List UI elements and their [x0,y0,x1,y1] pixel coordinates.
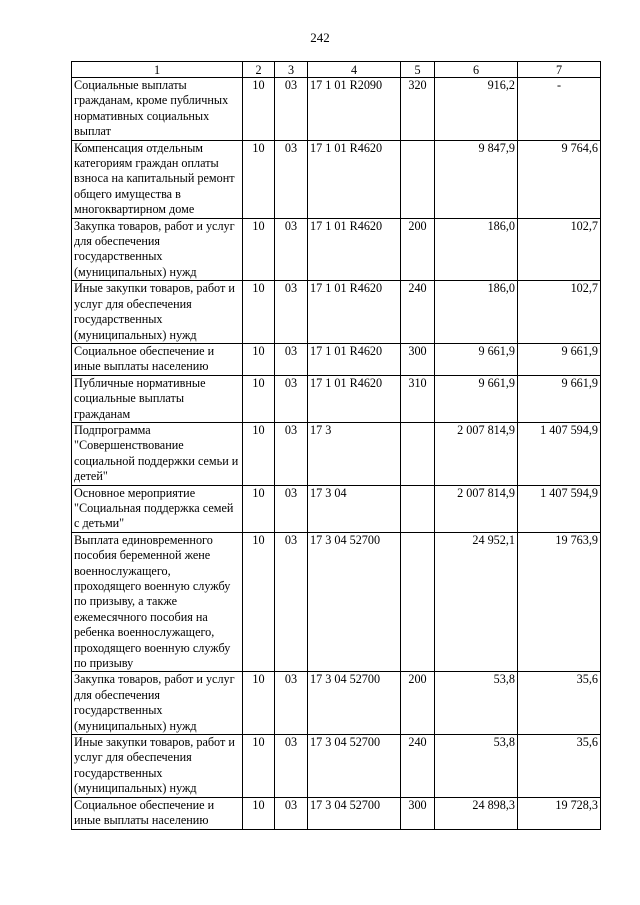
row-name: Подпрограмма "Совершенствование социальной поддержки семьи и детей" [72,422,243,485]
table-row [72,140,601,218]
table-row [72,422,601,485]
row-expense-type: 320 [401,78,435,141]
row-amount-col6: 916,2 [435,78,518,141]
row-amount-col6: 9 847,9 [435,140,518,218]
row-subsection: 03 [275,218,308,281]
row-subsection: 03 [275,140,308,218]
row-section: 10 [243,343,275,375]
row-amount-col7: 1 407 594,9 [518,485,601,532]
row-amount-col7: 102,7 [518,218,601,281]
row-amount-col7: 102,7 [518,281,601,344]
row-section: 10 [243,281,275,344]
row-target-code: 17 3 04 52700 [308,532,401,672]
row-expense-type [401,422,435,485]
row-target-code: 17 1 01 R4620 [308,343,401,375]
row-name: Социальное обеспечение и иные выплаты населению [72,797,243,829]
row-name: Основное мероприятие "Социальная поддержка семей с детьми" [72,485,243,532]
row-subsection: 03 [275,797,308,829]
row-amount-col6: 53,8 [435,735,518,798]
table-row [72,532,601,672]
budget-table [71,61,601,830]
header-col-4: 4 [308,62,401,78]
row-expense-type: 310 [401,375,435,422]
page-number: 242 [310,30,330,45]
row-target-code: 17 1 01 R2090 [308,78,401,141]
row-expense-type: 240 [401,735,435,798]
row-section: 10 [243,422,275,485]
table-row [72,375,601,422]
row-expense-type [401,485,435,532]
row-subsection: 03 [275,78,308,141]
row-amount-col6: 24 898,3 [435,797,518,829]
row-target-code: 17 1 01 R4620 [308,218,401,281]
row-target-code: 17 3 04 52700 [308,672,401,735]
row-amount-col6: 186,0 [435,218,518,281]
row-amount-col6: 53,8 [435,672,518,735]
row-subsection: 03 [275,532,308,672]
header-col-1: 1 [72,62,243,78]
row-target-code: 17 3 04 [308,485,401,532]
row-section: 10 [243,485,275,532]
row-amount-col7: - [518,78,601,141]
row-amount-col7: 9 764,6 [518,140,601,218]
row-name: Выплата единовременного пособия беременной жене военнослужащего, проходящего военную службу по призыву, а также ежемесячного пособия на ребенка военнослужащего, проходящего военную службу по призыву [72,532,243,672]
row-name: Иные закупки товаров, работ и услуг для обеспечения государственных (муниципальных) нужд [72,281,243,344]
row-section: 10 [243,532,275,672]
row-name: Публичные нормативные социальные выплаты гражданам [72,375,243,422]
row-subsection: 03 [275,422,308,485]
row-amount-col6: 9 661,9 [435,343,518,375]
row-target-code: 17 1 01 R4620 [308,281,401,344]
row-name: Закупка товаров, работ и услуг для обеспечения государственных (муниципальных) нужд [72,218,243,281]
row-section: 10 [243,797,275,829]
row-amount-col7: 9 661,9 [518,343,601,375]
row-amount-col7: 9 661,9 [518,375,601,422]
row-amount-col6: 9 661,9 [435,375,518,422]
row-name: Закупка товаров, работ и услуг для обеспечения государственных (муниципальных) нужд [72,672,243,735]
row-name: Иные закупки товаров, работ и услуг для обеспечения государственных (муниципальных) нужд [72,735,243,798]
row-amount-col6: 24 952,1 [435,532,518,672]
header-col-6: 6 [435,62,518,78]
row-subsection: 03 [275,672,308,735]
row-name: Социальное обеспечение и иные выплаты населению [72,343,243,375]
row-target-code: 17 3 04 52700 [308,797,401,829]
header-col-2: 2 [243,62,275,78]
row-target-code: 17 3 [308,422,401,485]
row-expense-type [401,532,435,672]
row-section: 10 [243,140,275,218]
row-amount-col7: 1 407 594,9 [518,422,601,485]
row-amount-col6: 186,0 [435,281,518,344]
header-col-3: 3 [275,62,308,78]
row-target-code: 17 3 04 52700 [308,735,401,798]
row-expense-type: 300 [401,343,435,375]
row-subsection: 03 [275,485,308,532]
header-col-5: 5 [401,62,435,78]
row-amount-col6: 2 007 814,9 [435,485,518,532]
table-row [72,672,601,735]
row-amount-col7: 35,6 [518,735,601,798]
table-row [72,485,601,532]
row-amount-col7: 35,6 [518,672,601,735]
row-section: 10 [243,672,275,735]
row-expense-type: 200 [401,672,435,735]
table-row [72,797,601,829]
header-col-7: 7 [518,62,601,78]
row-amount-col7: 19 728,3 [518,797,601,829]
table-row [72,78,601,141]
row-subsection: 03 [275,343,308,375]
row-expense-type: 300 [401,797,435,829]
row-section: 10 [243,735,275,798]
row-subsection: 03 [275,281,308,344]
table-row [72,735,601,798]
row-section: 10 [243,78,275,141]
row-expense-type [401,140,435,218]
row-expense-type: 240 [401,281,435,344]
table-row [72,281,601,344]
table-row [72,343,601,375]
row-name: Компенсация отдельным категориям граждан оплаты взноса на капитальный ремонт общего имущества в многоквартирном доме [72,140,243,218]
row-expense-type: 200 [401,218,435,281]
row-section: 10 [243,218,275,281]
row-target-code: 17 1 01 R4620 [308,140,401,218]
row-name: Социальные выплаты гражданам, кроме публичных нормативных социальных выплат [72,78,243,141]
row-amount-col7: 19 763,9 [518,532,601,672]
table-row [72,218,601,281]
row-subsection: 03 [275,375,308,422]
row-target-code: 17 1 01 R4620 [308,375,401,422]
row-section: 10 [243,375,275,422]
row-subsection: 03 [275,735,308,798]
row-amount-col6: 2 007 814,9 [435,422,518,485]
table-header-row [72,62,601,78]
